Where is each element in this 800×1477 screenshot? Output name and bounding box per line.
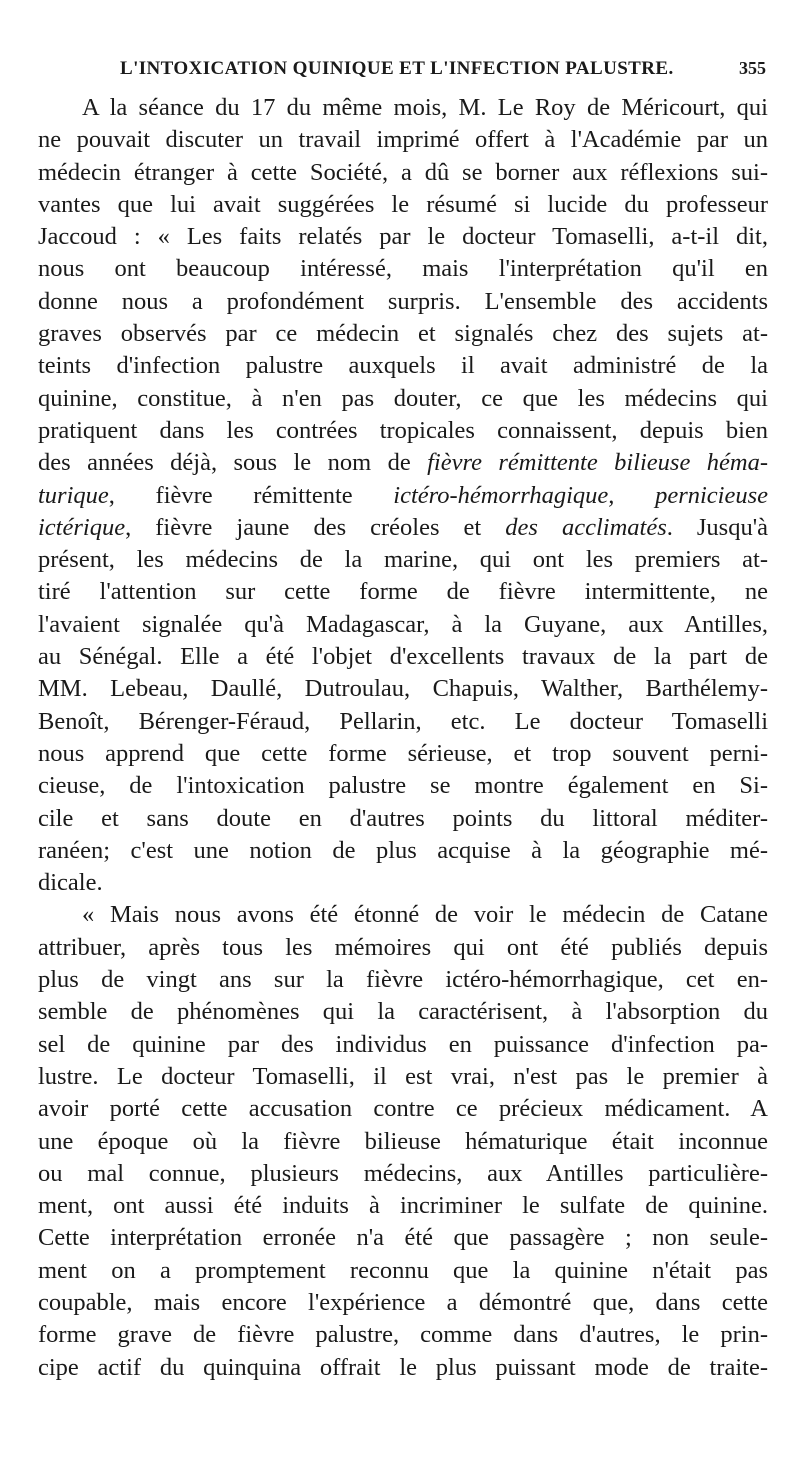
text-line: [38, 92, 768, 124]
text-line: [38, 770, 768, 802]
text-segment: vantes que lui avait suggérées le résumé si lucide du professeur: [38, 190, 768, 218]
text-segment: Jaccoud : « Les faits relatés par le docteur Tomaselli, a-t-il dit,: [38, 223, 768, 251]
text-segment: attribuer, après tous les mémoires qui ont été publiés depuis: [38, 933, 768, 961]
text-line: [38, 1126, 768, 1158]
text-segment: forme grave de fièvre palustre, comme dans d'autres, le prin-: [38, 1321, 768, 1349]
text-segment: pratiquent dans les contrées tropicales connaissent, depuis bien: [38, 416, 768, 444]
text-line: [38, 189, 768, 221]
text-line: [38, 673, 768, 705]
italic-text: ictérique: [38, 513, 126, 541]
text-segment: cile et sans doute en d'autres points du littoral méditer-: [38, 804, 768, 832]
text-segment: ment, ont aussi été induits à incriminer le sulfate de quinine.: [38, 1192, 768, 1220]
text-line: [38, 738, 768, 770]
text-segment: , fièvre rémittente: [108, 481, 394, 509]
text-line: [38, 383, 768, 415]
text-line: [38, 544, 768, 576]
italic-text: fièvre rémittente bilieuse héma-: [427, 449, 768, 477]
text-segment: donne nous a profondément surpris. L'ensemble des accidents: [38, 287, 768, 315]
text-segment: sel de quinine par des individus en puissance d'infection pa-: [38, 1030, 768, 1058]
text-segment: ou mal connue, plusieurs médecins, aux Antilles particulière-: [38, 1159, 768, 1187]
page-number: 355: [739, 58, 766, 78]
text-line: [38, 867, 768, 899]
text-segment: Cette interprétation erronée n'a été que passagère ; non seule-: [38, 1224, 768, 1252]
text-line: [38, 996, 768, 1028]
text-line: [38, 221, 768, 253]
text-line: [38, 1352, 768, 1384]
text-line: [38, 1255, 768, 1287]
text-line: [38, 1158, 768, 1190]
text-line: [38, 835, 768, 867]
text-line: [38, 1093, 768, 1125]
text-segment: MM. Lebeau, Daullé, Dutroulau, Chapuis, Walther, Barthélemy-: [38, 675, 768, 703]
text-line: [38, 350, 768, 382]
text-line: [38, 415, 768, 447]
text-line: [38, 286, 768, 318]
text-segment: nous apprend que cette forme sérieuse, et trop souvent perni-: [38, 739, 768, 767]
text-segment: semble de phénomènes qui la caractérisent, à l'absorption du: [38, 998, 768, 1026]
text-line: [38, 576, 768, 608]
running-head: [38, 58, 768, 84]
text-segment: . Jusqu'à: [666, 513, 768, 541]
text-segment: , fièvre jaune des créoles et: [125, 513, 506, 541]
text-line: [38, 253, 768, 285]
text-line: [38, 480, 768, 512]
text-segment: une époque où la fièvre bilieuse hématurique était inconnue: [38, 1127, 768, 1155]
text-segment: tiré l'attention sur cette forme de fièvre intermittente, ne: [38, 578, 768, 606]
text-line: [38, 932, 768, 964]
text-line: [38, 1061, 768, 1093]
text-line: [38, 157, 768, 189]
text-line: [38, 1190, 768, 1222]
body-text: [38, 92, 768, 1384]
text-line: [38, 899, 768, 931]
text-segment: avoir porté cette accusation contre ce précieux médicament. A: [38, 1095, 768, 1123]
text-line: [38, 447, 768, 479]
text-line: [38, 124, 768, 156]
text-segment: cieuse, de l'intoxication palustre se montre également en Si-: [38, 772, 768, 800]
text-segment: graves observés par ce médecin et signalés chez des sujets at-: [38, 320, 768, 348]
running-title: L'INTOXICATION QUINIQUE ET L'INFECTION PALUSTRE.: [120, 58, 674, 79]
text-segment: « Mais nous avons été étonné de voir le médecin de Catane: [82, 901, 768, 929]
text-line: [38, 1287, 768, 1319]
text-segment: ne pouvait discuter un travail imprimé offert à l'Académie par un: [38, 126, 768, 154]
text-line: [38, 318, 768, 350]
text-segment: A la séance du 17 du même mois, M. Le Roy de Méricourt, qui: [82, 94, 768, 121]
text-segment: ranéen; c'est une notion de plus acquise à la géographie mé-: [38, 836, 768, 864]
text-line: [38, 1319, 768, 1351]
text-segment: teints d'infection palustre auxquels il avait administré de la: [38, 352, 768, 380]
text-line: [38, 964, 768, 996]
text-line: [38, 706, 768, 738]
italic-text: turique: [38, 481, 109, 509]
text-segment: coupable, mais encore l'expérience a démontré que, dans cette: [38, 1288, 768, 1316]
text-segment: quinine, constitue, à n'en pas douter, ce que les médecins qui: [38, 384, 768, 412]
text-segment: lustre. Le docteur Tomaselli, il est vrai, n'est pas le premier à: [38, 1062, 768, 1090]
text-line: [38, 1029, 768, 1061]
italic-text: ictéro-hémorrhagique, pernicieuse: [393, 481, 768, 509]
text-line: [38, 609, 768, 641]
text-segment: cipe actif du quinquina offrait le plus puissant mode de traite-: [38, 1353, 768, 1381]
text-segment: présent, les médecins de la marine, qui ont les premiers at-: [38, 546, 768, 574]
text-line: [38, 803, 768, 835]
text-segment: au Sénégal. Elle a été l'objet d'excellents travaux de la part de: [38, 643, 768, 671]
text-line: [38, 641, 768, 673]
text-segment: dicale.: [38, 869, 103, 897]
text-segment: nous ont beaucoup intéressé, mais l'interprétation qu'il en: [38, 255, 768, 283]
text-segment: plus de vingt ans sur la fièvre ictéro-hémorrhagique, cet en-: [38, 966, 768, 994]
text-segment: médecin étranger à cette Société, a dû se borner aux réflexions sui-: [38, 158, 768, 186]
text-segment: Benoît, Bérenger-Féraud, Pellarin, etc. Le docteur Tomaselli: [38, 707, 768, 735]
text-segment: des années déjà, sous le nom de: [38, 449, 428, 477]
text-segment: l'avaient signalée qu'à Madagascar, à la Guyane, aux Antilles,: [38, 610, 768, 638]
text-line: [38, 512, 768, 544]
italic-text: des acclimatés: [505, 513, 667, 541]
book-page: [38, 0, 768, 1477]
text-line: [38, 1222, 768, 1254]
text-segment: ment on a promptement reconnu que la quinine n'était pas: [38, 1256, 768, 1284]
